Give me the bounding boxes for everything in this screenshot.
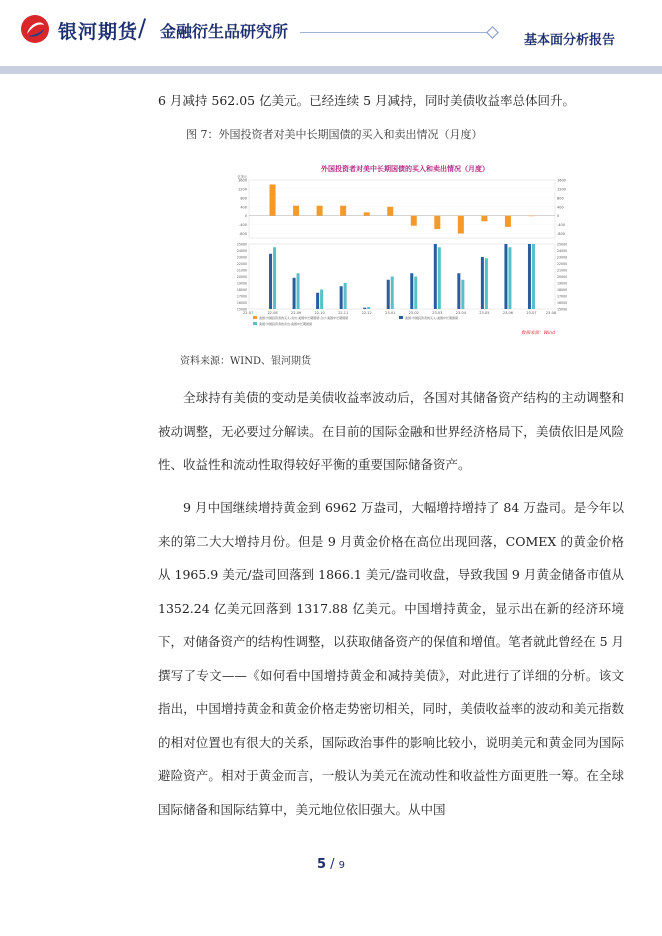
paragraph-2: 全球持有美债的变动是美债收益率波动后，各国对其储备资产结构的主动调整和被动调整，无必要过分解读。在目前的国际金融和世界经济格局下，美债依旧是风险性、收益性和流动性取得较好平衡的重要国际储备资产。	[158, 390, 624, 472]
x-tick: 22-09	[290, 311, 302, 315]
sell-bar	[273, 247, 276, 309]
bottom-y-tick: 15000	[236, 307, 247, 312]
sell-bar	[320, 290, 323, 310]
page-header	[0, 0, 662, 66]
legend-label: 美国:外国投资者的买入-卖出:美国中长期国债:合计:美国中长期国债	[259, 316, 349, 320]
top-bar	[387, 207, 393, 216]
top-y-tick: -400	[239, 223, 247, 228]
sell-bar	[344, 283, 347, 309]
sell-bar	[391, 277, 394, 310]
institute-name: 金融衍生品研究所	[160, 22, 289, 41]
buy-bar	[363, 308, 366, 309]
figure-source: 资料来源：WIND、银河期货	[180, 356, 311, 367]
x-tick: 23-06	[502, 311, 514, 315]
x-tick: 22-08	[267, 311, 278, 315]
chart-source-label: 数据来源：Wind	[521, 331, 555, 336]
x-tick: 23-02	[408, 311, 419, 315]
bottom-y-tick: 22000	[236, 261, 247, 266]
top-bar	[293, 206, 299, 216]
x-tick: 22-10	[314, 311, 325, 315]
top-bar	[458, 216, 464, 234]
sell-bar	[414, 277, 417, 310]
top-bar	[340, 206, 346, 216]
page-number	[0, 857, 662, 872]
bottom-y-tick-right: 16000	[557, 300, 568, 305]
report-type: 基本面分析报告	[524, 33, 616, 48]
top-y-tick-right: 0	[557, 214, 560, 219]
top-bar	[317, 206, 323, 216]
x-tick-start: 22-07	[243, 311, 254, 315]
top-y-tick: 1600	[238, 178, 247, 183]
buy-bar	[269, 254, 272, 309]
legend-label: 美国:外国投资者的买入:美国中长期国债	[405, 316, 459, 320]
page-current: 5	[316, 857, 326, 872]
legend-label: 美国:外国投资者的卖出:美国中长期国债	[259, 322, 313, 326]
page-total: 9	[338, 860, 346, 871]
top-y-tick: -800	[239, 232, 247, 237]
sell-bar	[485, 258, 488, 309]
bottom-y-tick-right: 20000	[557, 274, 568, 279]
chart-title: 外国投资者对美中长期国债的买入和卖出情况（月度）	[321, 165, 489, 173]
buy-bar	[504, 244, 507, 309]
bottom-y-tick: 18000	[236, 287, 247, 292]
top-y-tick-right: 1600	[557, 178, 566, 183]
bottom-y-tick: 21000	[236, 268, 247, 273]
x-tick: 23-01	[385, 311, 396, 315]
bottom-y-tick: 17000	[236, 294, 247, 299]
top-y-tick-right: -800	[557, 232, 565, 237]
paragraph-1: 6 月减持 562.05 亿美元。已经连续 5 月减持，同时美债收益率总体回升。	[158, 93, 576, 108]
buy-bar	[528, 244, 531, 309]
bottom-y-tick: 24000	[236, 248, 247, 253]
top-y-unit: 亿美元	[237, 175, 247, 179]
x-tick: 23-07	[526, 311, 537, 315]
top-y-tick: 1200	[238, 187, 247, 192]
buy-bar	[481, 257, 484, 309]
header-band	[0, 66, 662, 74]
bottom-y-tick: 19000	[236, 281, 247, 286]
sell-bar	[532, 244, 535, 309]
top-y-tick: 800	[240, 196, 247, 201]
sell-bar	[461, 280, 464, 309]
sell-bar	[297, 273, 300, 309]
top-y-tick-right: -400	[557, 223, 565, 228]
bottom-y-tick-right: 18000	[557, 287, 568, 292]
brand-name: 银河期货	[58, 21, 139, 43]
bottom-y-tick-right: 17000	[557, 294, 568, 299]
top-bar	[528, 216, 534, 217]
top-y-tick-right: 400	[557, 205, 564, 210]
bottom-y-tick-right: 15000	[557, 307, 568, 312]
x-tick: 23-04	[455, 311, 466, 315]
legend-swatch	[253, 316, 257, 319]
legend-swatch	[399, 316, 403, 319]
x-tick: 22-11	[338, 311, 349, 315]
top-y-tick: 0	[244, 214, 247, 219]
bottom-y-tick-right: 21000	[557, 268, 568, 273]
x-tick: 22-12	[361, 311, 372, 315]
buy-bar	[457, 273, 460, 309]
legend-swatch	[253, 322, 257, 325]
bottom-y-tick: 16000	[236, 300, 247, 305]
buy-bar	[410, 273, 413, 309]
galaxy-logo-icon	[20, 14, 50, 44]
header-rule	[300, 32, 490, 33]
top-bar	[411, 216, 417, 226]
x-tick: 23-03	[432, 311, 443, 315]
figure-caption: 图 7：外国投资者对美中长期国债的买入和卖出情况（月度）	[186, 128, 483, 141]
sell-bar	[508, 247, 511, 309]
sell-bar	[367, 307, 370, 309]
bottom-y-tick: 23000	[236, 255, 247, 260]
top-y-tick: 400	[240, 205, 247, 210]
buy-bar	[387, 280, 390, 309]
buy-bar	[316, 293, 319, 309]
buy-bar	[434, 244, 437, 309]
bottom-y-tick-right: 23000	[557, 255, 568, 260]
top-bar	[270, 184, 276, 215]
bottom-y-tick-right: 24000	[557, 248, 568, 253]
diamond-icon	[486, 26, 499, 39]
top-bar	[364, 212, 370, 215]
top-y-tick-right: 800	[557, 196, 564, 201]
chart-svg	[225, 158, 585, 338]
top-bar	[481, 216, 487, 222]
buy-bar	[340, 286, 343, 309]
x-tick: 23-05	[479, 311, 490, 315]
x-tick-end: 23-08	[545, 311, 557, 315]
bottom-y-tick-right: 19000	[557, 281, 568, 286]
top-y-tick-right: 1200	[557, 187, 566, 192]
sell-bar	[438, 247, 441, 309]
page-sep: /	[326, 857, 339, 872]
bottom-y-tick-right: 22000	[557, 261, 568, 266]
paragraph-3: 9 月中国继续增持黄金到 6962 万盎司，大幅增持增持了 84 万盎司。是今年以来的第二大大增持月份。但是 9 月黄金价格在高位出现回落，COMEX 的黄金价格从 1965.9 美元/盎司回落到 1866.1 美元/盎司收盘，导致我国 9 月黄金储备市值从 1352.24 亿美元回落到 1317.88 亿美元。中国增持黄金，显示出在新的经济环境下，对储备资产的结构性调整，以获取储备资产的保值和增值。笔者就此曾经在 5 月撰写了专文——《如何看中国增持黄金和减持美债》，对此进行了详细的分析。该文指出，中国增持黄金和黄金价格走势密切相关，同时，美债收益率的波动和美元指数的相对位置也有很大的关系，国际政治事件的影响比较小，说明美元和黄金同为国际避险资产。相对于黄金而言，一般认为美元在流动性和收益性方面更胜一筹。在全球国际储备和国际结算中，美元地位依旧强大。从中国	[158, 500, 624, 817]
buy-bar	[293, 278, 296, 309]
chart	[225, 158, 585, 338]
header-divider: /	[138, 14, 147, 42]
bottom-y-tick: 20000	[236, 274, 247, 279]
bottom-y-tick-right: 25000	[557, 242, 568, 247]
top-bar	[434, 216, 440, 229]
top-bar	[505, 216, 511, 227]
bottom-y-tick: 25000	[236, 242, 247, 247]
